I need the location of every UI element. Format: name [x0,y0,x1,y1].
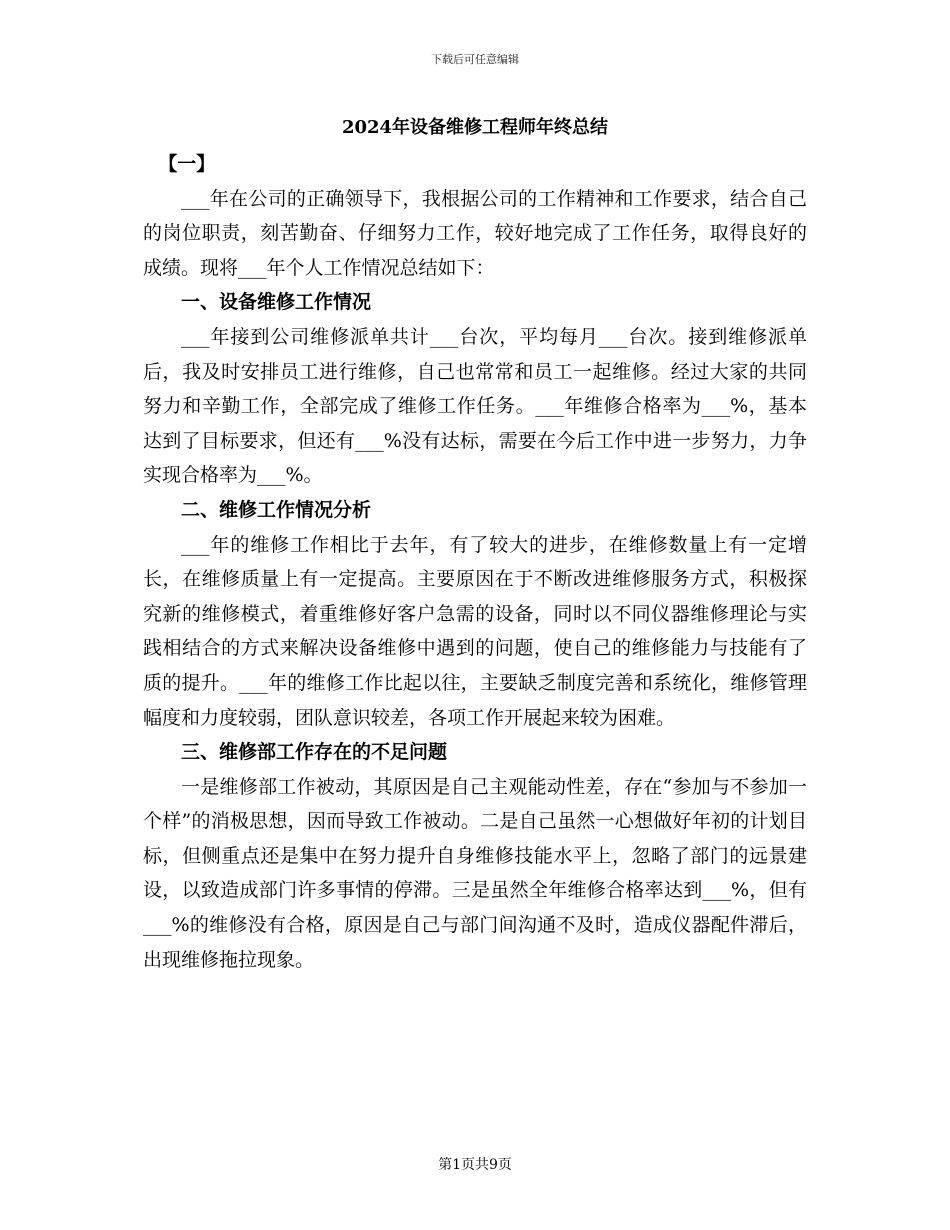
body-paragraph: 一是维修部工作被动，其原因是自己主观能动性差，存在“参加与不参加一个样”的消极思想，因而导致工作被动。二是自己虽然一心想做好年初的计划目标，但侧重点还是集中在努力提升自身维修技能水平上，忽略了部门的远景建设，以致造成部门许多事情的停滞。三是虽然全年维修合格率达到___%，但有___%的维修没有合格，原因是自己与部门间沟通不及时，造成仪器配件滞后，出现维修拖拉现象。 [143,775,807,971]
section-marker: 【一】 [158,153,216,175]
body-paragraph: ___年的维修工作相比于去年，有了较大的进步，在维修数量上有一定增长，在维修质量上有一定提高。主要原因在于不断改进维修服务方式，积极探究新的维修模式，着重维修好客户急需的设备，同时以不同仪器维修理论与实践相结合的方式来解决设备维修中遇到的问题，使自己的维修能力与技能有了质的提升。___年的维修工作比起以往，主要缺乏制度完善和系统化，维修管理幅度和力度较弱，团队意识较差，各项工作开展起来较为困难。 [143,533,807,729]
intro-paragraph: ___年在公司的正确领导下，我根据公司的工作精神和工作要求，结合自己的岗位职责，刻苦勤奋、仔细努力工作，较好地完成了工作任务，取得良好的成绩。现将___年个人工作情况总结如下： [143,187,807,279]
header-note: 下载后可任意编辑 [431,53,519,66]
document-title: 2024年设备维修工程师年终总结 [341,117,609,138]
section-heading: 二、维修工作情况分析 [181,498,372,521]
section-heading: 三、维修部工作存在的不足问题 [181,741,448,764]
document-body [143,147,807,977]
body-paragraph: ___年接到公司维修派单共计___台次，平均每月___台次。接到维修派单后，我及时安排员工进行维修，自己也常常和员工一起维修。经过大家的共同努力和辛勤工作，全部完成了维修工作任务。___年维修合格率为___%，基本达到了目标要求，但还有___%没有达标，需要在今后工作中进一步努力，力争实现合格率为___%。 [143,325,807,487]
section-heading: 一、设备维修工作情况 [181,291,372,314]
page-number: 第1页共9页 [438,1157,512,1173]
